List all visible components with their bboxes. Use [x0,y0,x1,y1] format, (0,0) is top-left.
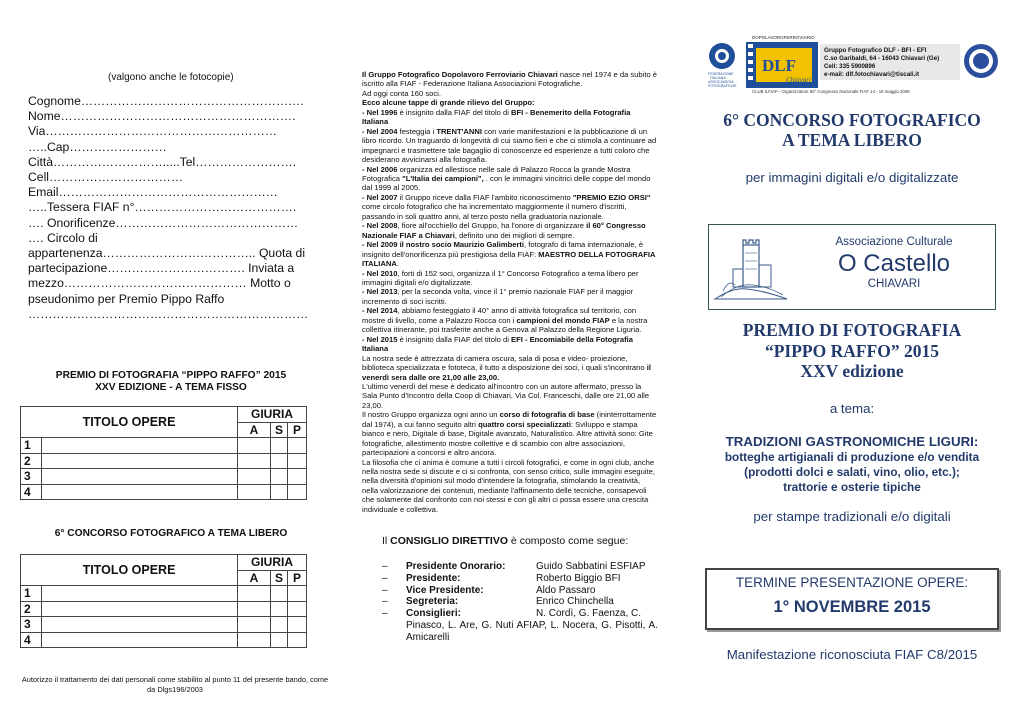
history-paragraph [362,193,658,221]
logo-addr-4: e-mail: dlf.fotochiavari@tiscali.it [824,71,920,78]
logo-chiavari-text: Chiavari [786,76,811,84]
title-cell[interactable] [42,453,238,469]
form-line-cognome[interactable]: Cognome………………………………………………. [28,94,304,108]
history-bold-run: - Nel 2008 [362,221,398,231]
council-names: Aldo Passaro [536,584,596,596]
works-table-2 [20,554,307,648]
history-bold-run: "PREMIO EZIO ORSI" [572,192,651,202]
section2-title: 6° CONCORSO FOTOGRAFICO A TEMA LIBERO [54,528,288,539]
row-number: 3 [21,617,42,633]
contest1-title [700,110,1004,150]
form-line-via[interactable]: Via………………………………………………… [28,124,277,139]
score-cell [271,469,288,485]
score-cell [271,617,288,633]
history-paragraph [362,108,658,127]
list-item [382,608,658,620]
score-cell [271,586,288,602]
title-cell[interactable] [42,586,238,602]
council-names: Roberto Biggio BFI [536,572,621,584]
history-paragraph [362,98,658,107]
history-paragraph [362,127,658,165]
jury-col-p: P [288,422,307,438]
council-names: Enrico Chinchella [536,596,614,608]
row-number: 2 [21,601,42,617]
score-cell [271,453,288,469]
council-intro [382,535,628,547]
history-text-run: , fiore all'occhiello del Gruppo, ha l'onore di organizzare [397,221,587,231]
council-names: N. Cordì, G. Faenza, C. [536,608,642,620]
row-number: 4 [21,632,42,648]
prize-title [700,320,1004,382]
jury-col-s: S [271,570,288,586]
club-history-text [362,70,658,514]
history-paragraph [362,240,658,268]
title-cell[interactable] [42,617,238,633]
history-paragraph [362,287,658,306]
history-text-run: . [396,259,399,269]
history-text-run: come circolo fotografico che ha incrementato maggiormente il numero d'iscritti, passando in soli quattro anni, al terzo posto nella graduatoria nazionale. [362,202,627,221]
privacy-consent: Autorizzo il trattamento dei dati personali come stabilito al punto 11 del presente bando, come da Dlgs196/2003 [21,675,329,694]
council-list [382,561,658,644]
history-text-run: : Sviluppo e stampa bianco e nero, Digitale di base, Digitale avanzato, Naturalistico. Altre attività sono: Gite fotografiche, allestimento mostre collettive e di scambio con altre associazioni, partecipazioni a concorsi e altro ancora. [362,419,653,458]
table-row [21,632,307,648]
history-text-run: Il nostro Gruppo organizza ogni anno un [362,410,500,420]
history-bold-run: - Nel 2004 [362,126,398,136]
form-line-cell[interactable]: Cell…………………………… [28,170,184,185]
logo-addr-1: Gruppo Fotografico DLF - BFI - EFI [824,47,927,54]
council-role: Segreteria: [406,596,459,608]
bullet-dash: – [382,608,388,620]
council-role: Presidente: [406,572,461,584]
score-cell [288,586,307,602]
history-text-run: è insignito dalla FIAF del titolo di [397,107,512,117]
history-paragraph [362,306,658,334]
theme-details [700,450,1004,494]
contest1-title-line2: A TEMA LIBERO [782,130,922,150]
logo-top-text: DOPOLAVOROFERROVIARIO [752,35,815,40]
history-text-run: , forti di 152 soci, organizza il 1° Concorso Fotografico a tema libero per immagini digitali e/o digitalizzate. [362,268,639,287]
history-text-run: è insignito dalla FIAF del titolo di [397,334,512,344]
score-cell [238,453,271,469]
form-line-citta[interactable]: Città……………………….....Tel……………………. [28,154,297,169]
title-cell[interactable] [42,438,238,454]
association-box [708,224,996,310]
works-header: TITOLO OPERE [21,555,238,586]
table-row [21,617,307,633]
contest1-title-line1: 6° CONCORSO FOTOGRAFICO [723,110,981,130]
history-bold-run: - Nel 2006 [362,164,398,174]
jury-col-s: S [271,422,288,438]
form-line-end[interactable]: …………………………………………………………… [28,306,309,321]
title-cell[interactable] [42,601,238,617]
score-cell [238,632,271,648]
history-bold-run: - Nel 2013 [362,287,398,297]
history-paragraph [362,458,658,515]
theme-line-1: botteghe artigianali di produzione e/o vendita [724,450,980,464]
row-number: 1 [21,586,42,602]
section1-title [20,370,322,394]
history-text-run: , per la seconda volta, vince il 1° premio nazionale FIAF per il maggior incremento di soci iscritti. [362,287,634,306]
prize-title-line2: “PIPPO RAFFO” 2015 [764,340,939,361]
history-bold-run: - Nel 2009 il nostro socio Maurizio Galimberti [362,240,525,250]
score-cell [238,586,271,602]
entry-form [28,94,324,322]
jury-col-a: A [238,570,271,586]
history-paragraph [362,269,658,288]
score-cell [271,601,288,617]
theme-title: TRADIZIONI GASTRONOMICHE LIGURI: [725,434,979,449]
history-bold-run: TRENT'ANNI [436,126,482,136]
history-bold-run: - Nel 2015 [362,334,398,344]
score-cell [271,632,288,648]
logo-addr-2: C.so Garibaldi, 64 - 16043 Chiavari (Ge) [824,55,940,62]
history-bold-run: Ecco alcune tappe di grande rilievo del Gruppo: [362,98,535,108]
association-name: O Castello [837,250,951,277]
photocopy-note: (valgono anche le fotocopie) [108,72,234,83]
council-role: Consiglieri: [406,608,462,620]
council-intro-bold: CONSIGLIO DIRETTIVO [390,535,509,547]
form-line-email[interactable]: Email……………………………………………… [28,185,278,200]
fiaf-label-1: FEDERAZIONE [708,72,734,76]
logo-bottom-text: CLUB ILFIAP - Organizzatore 60° Congresso Nazionale FIAF 14 - 18 maggio 2008 [752,89,910,94]
table-row [21,453,307,469]
history-text-run: , fotografo di fama internazionale, è insignito dell'onorificenza più prestigiosa della FIAF: [362,240,644,259]
history-text-run: . con le immagini vincitrici delle coppe del mondo dal 1999 al 2005. [362,173,651,193]
score-cell [288,617,307,633]
works-header: TITOLO OPERE [21,407,238,438]
council-names: Guido Sabbatini ESFIAP [536,561,646,572]
history-bold-run: - Nel 2010 [362,268,398,278]
jury-col-a: A [238,422,271,438]
council-intro-post: è composto come segue: [508,535,629,547]
logo-addr-3: Cell: 335 5900896 [824,63,876,70]
score-cell [288,469,307,485]
print-type: per stampe tradizionali e/o digitali [753,509,951,524]
prize-title-line1: PREMIO DI FOTOGRAFIA [742,320,962,340]
table-row [21,484,307,500]
form-line-onorificenze[interactable]: …. Onorificenze……………………………………… [28,215,299,230]
history-bold-run: - Nel 2007 [362,192,398,202]
history-text-run: festeggia i [397,126,437,136]
contest1-subtitle: per immagini digitali e/o digitalizzate [745,170,959,185]
history-text-run: La nostra sede è attrezzata di camera oscura, sala di posa e video- proiezione, biblioteca specializzata e fototeca, il tutto a disposizione dei soci, i quali s'incontrano [362,353,647,373]
works-table-1 [20,406,307,500]
history-text-run: La filosofia che ci anima è comune a tutti i circoli fotografici, e come in ogni club, anche nella nostra sede si discute e ci si confronta, con senso critico, sulle immagini eseguite, nella diversità d'opinioni sul modo d'intendere la fotografia, stimolando la creatività, nella valorizzazione dei contenuti, mediante l'affinamento delle tecniche, consapevoli che solamente dal confronto con noi stessi e con gli altri ci possa essere una crescita individuale e collettiva. [362,457,655,514]
form-line-nome[interactable]: Nome…………………………………………………. [28,109,296,124]
history-bold-run: corso di fotografia di base [499,410,595,420]
table-row [21,586,307,602]
history-text-run: , abbiamo festeggiato il 40° anno di attività fotografica sul territorio, con mostre di livello, come a Palazzo Rocca con i [362,306,637,325]
score-cell [238,438,271,454]
history-bold-run: BFI - Benemerito della Fotografia Italiana [362,107,631,127]
table-row [21,469,307,485]
fiaf-label-4: FOTOGRAFICHE [708,84,737,88]
jury-header: GIURIA [238,407,307,423]
history-text-run: L'ultimo venerdì del mese è dedicato all'incontro con un autore affermato, presso la Sala Punto d'Incontro della Coop di Chiavari, Via Col. Franceschi, dalle ore 21,00 alle 23,00. [362,381,650,410]
history-bold-run: il 60° Congresso Nazionale FIAF a Chiavari [362,221,646,240]
table-row [21,438,307,454]
history-bold-run: EFI - Encomiabile della Fotografia Italiana [362,334,633,354]
form-line-cap[interactable]: …..Cap…………………… [28,139,167,154]
history-paragraph [362,221,658,240]
history-bold-run: "L'Italia dei campioni", [402,173,484,183]
history-paragraph [362,410,658,457]
score-cell [238,469,271,485]
jury-col-p: P [288,570,307,586]
fiaf-recognition: Manifestazione riconosciuta FIAF C8/2015 [726,647,978,662]
deadline-label: TERMINE PRESENTAZIONE OPERE: [735,575,969,590]
score-cell [271,438,288,454]
bullet-dash: – [382,572,388,584]
history-bold-run: il venerdì sera dalle ore 21,00 alle 23,00. [362,363,651,382]
history-text-run: organizza ed allestisce nelle sale di Palazzo Rocca la grande Mostra Fotografica [362,164,631,183]
score-cell [238,617,271,633]
fiaf-label-2: ITALIANA [710,76,726,80]
list-item [382,561,658,573]
history-bold-run: MAESTRO DELLA FOTOGRAFIA ITALIANA [362,249,656,269]
logo-graphics [700,34,1004,94]
title-cell[interactable] [42,484,238,500]
association-city: CHIAVARI [867,278,921,290]
score-cell [288,438,307,454]
list-item [382,585,658,597]
section1-title-line2: XXV EDIZIONE - A TEMA FISSO [95,382,247,393]
club-logo-banner [700,34,1004,94]
council-role: Presidente Onorario: [406,561,506,572]
history-paragraph [362,89,658,98]
list-item [382,573,658,585]
list-item [382,596,658,608]
history-paragraph [362,382,658,410]
association-type: Associazione Culturale [835,236,953,248]
council-role: Vice Presidente: [406,584,484,596]
history-text-run: (ininterrottamente dal 1974), a cui fanno seguito altri [362,410,657,429]
score-cell [288,484,307,500]
history-paragraph [362,70,658,89]
history-bold-run: - Nel 1996 [362,107,398,117]
council-names-continued: Pinasco, L. Are, G. Nuti AFIAP, L. Nocera, G. Pisotti, A. Amicarelli [406,619,658,643]
theme-line-3: trattorie e osterie tipiche [783,479,921,494]
theme-line-2: (prodotti dolci e salati, vino, olio, etc.); [744,464,960,479]
logo-dlf-text: DLF [762,56,796,75]
form-line-circolo[interactable]: …. Circolo di appartenenza……………………………….. Quota di partecipazione……………………………. Inviata a mezzo……………………………………… Motto o pseudonimo per Premio Pippo Raffo [28,230,306,306]
history-text-run: Ad oggi conta 160 soci. [362,88,441,98]
history-paragraph [362,354,658,382]
bullet-dash: – [382,584,388,596]
theme-label: a tema: [829,401,875,416]
deadline-date: 1° NOVEMBRE 2015 [773,598,931,616]
history-text-run: il Gruppo riceve dalla FIAF l'ambito riconoscimento [397,192,573,202]
row-number: 3 [21,469,42,485]
row-number: 1 [21,438,42,454]
deadline-box [705,568,999,630]
bullet-dash: – [382,561,388,572]
score-cell [238,484,271,500]
section1-title-line1: PREMIO DI FOTOGRAFIA “PIPPO RAFFO” 2015 [55,370,287,381]
jury-header: GIURIA [238,555,307,571]
history-text-run: , definito uno dei migliori di sempre. [454,230,575,240]
castle-icon [713,231,789,301]
history-bold-run: campioni del mondo FIAP [516,315,610,325]
history-bold-run: - Nel 2014 [362,306,398,316]
bullet-dash: – [382,596,388,608]
history-paragraph [362,165,658,193]
score-cell [288,632,307,648]
table-row [21,601,307,617]
title-cell[interactable] [42,469,238,485]
history-paragraph [362,335,658,354]
history-text-run: nasce nel 1974 e da subito è iscritto alla FIAF - Federazione Italiana Associazioni Fotografiche. [362,70,657,89]
history-text-run: e la nostra collettiva itinerante, poi trasferite anche a Genova al Palazzo della Regione Liguria. [362,315,648,335]
history-bold-run: quattro corsi specializzati [478,419,571,429]
row-number: 2 [21,453,42,469]
fiaf-label-3: ASSOCIAZIONI [708,80,734,84]
score-cell [271,484,288,500]
score-cell [238,601,271,617]
prize-title-line3: XXV edizione [800,361,904,381]
history-text-run: con varie manifestazioni e la pubblicazione di un libro ricordo. Un traguardo di longevità di cui siamo fieri e che ci stimola a continuare ad impegnarci e trasmettere tale bagaglio di conoscenze ed esperienze a tutti coloro che desiderano avvicinarsi alla fotografia. [362,126,657,165]
title-cell[interactable] [42,632,238,648]
row-number: 4 [21,484,42,500]
score-cell [288,601,307,617]
form-line-tessera[interactable]: …..Tessera FIAF n°…………………………………. [28,200,297,215]
history-bold-run: Il Gruppo Fotografico Dopolavoro Ferroviario Chiavari [362,70,558,79]
council-intro-pre: Il [382,535,391,547]
score-cell [288,453,307,469]
